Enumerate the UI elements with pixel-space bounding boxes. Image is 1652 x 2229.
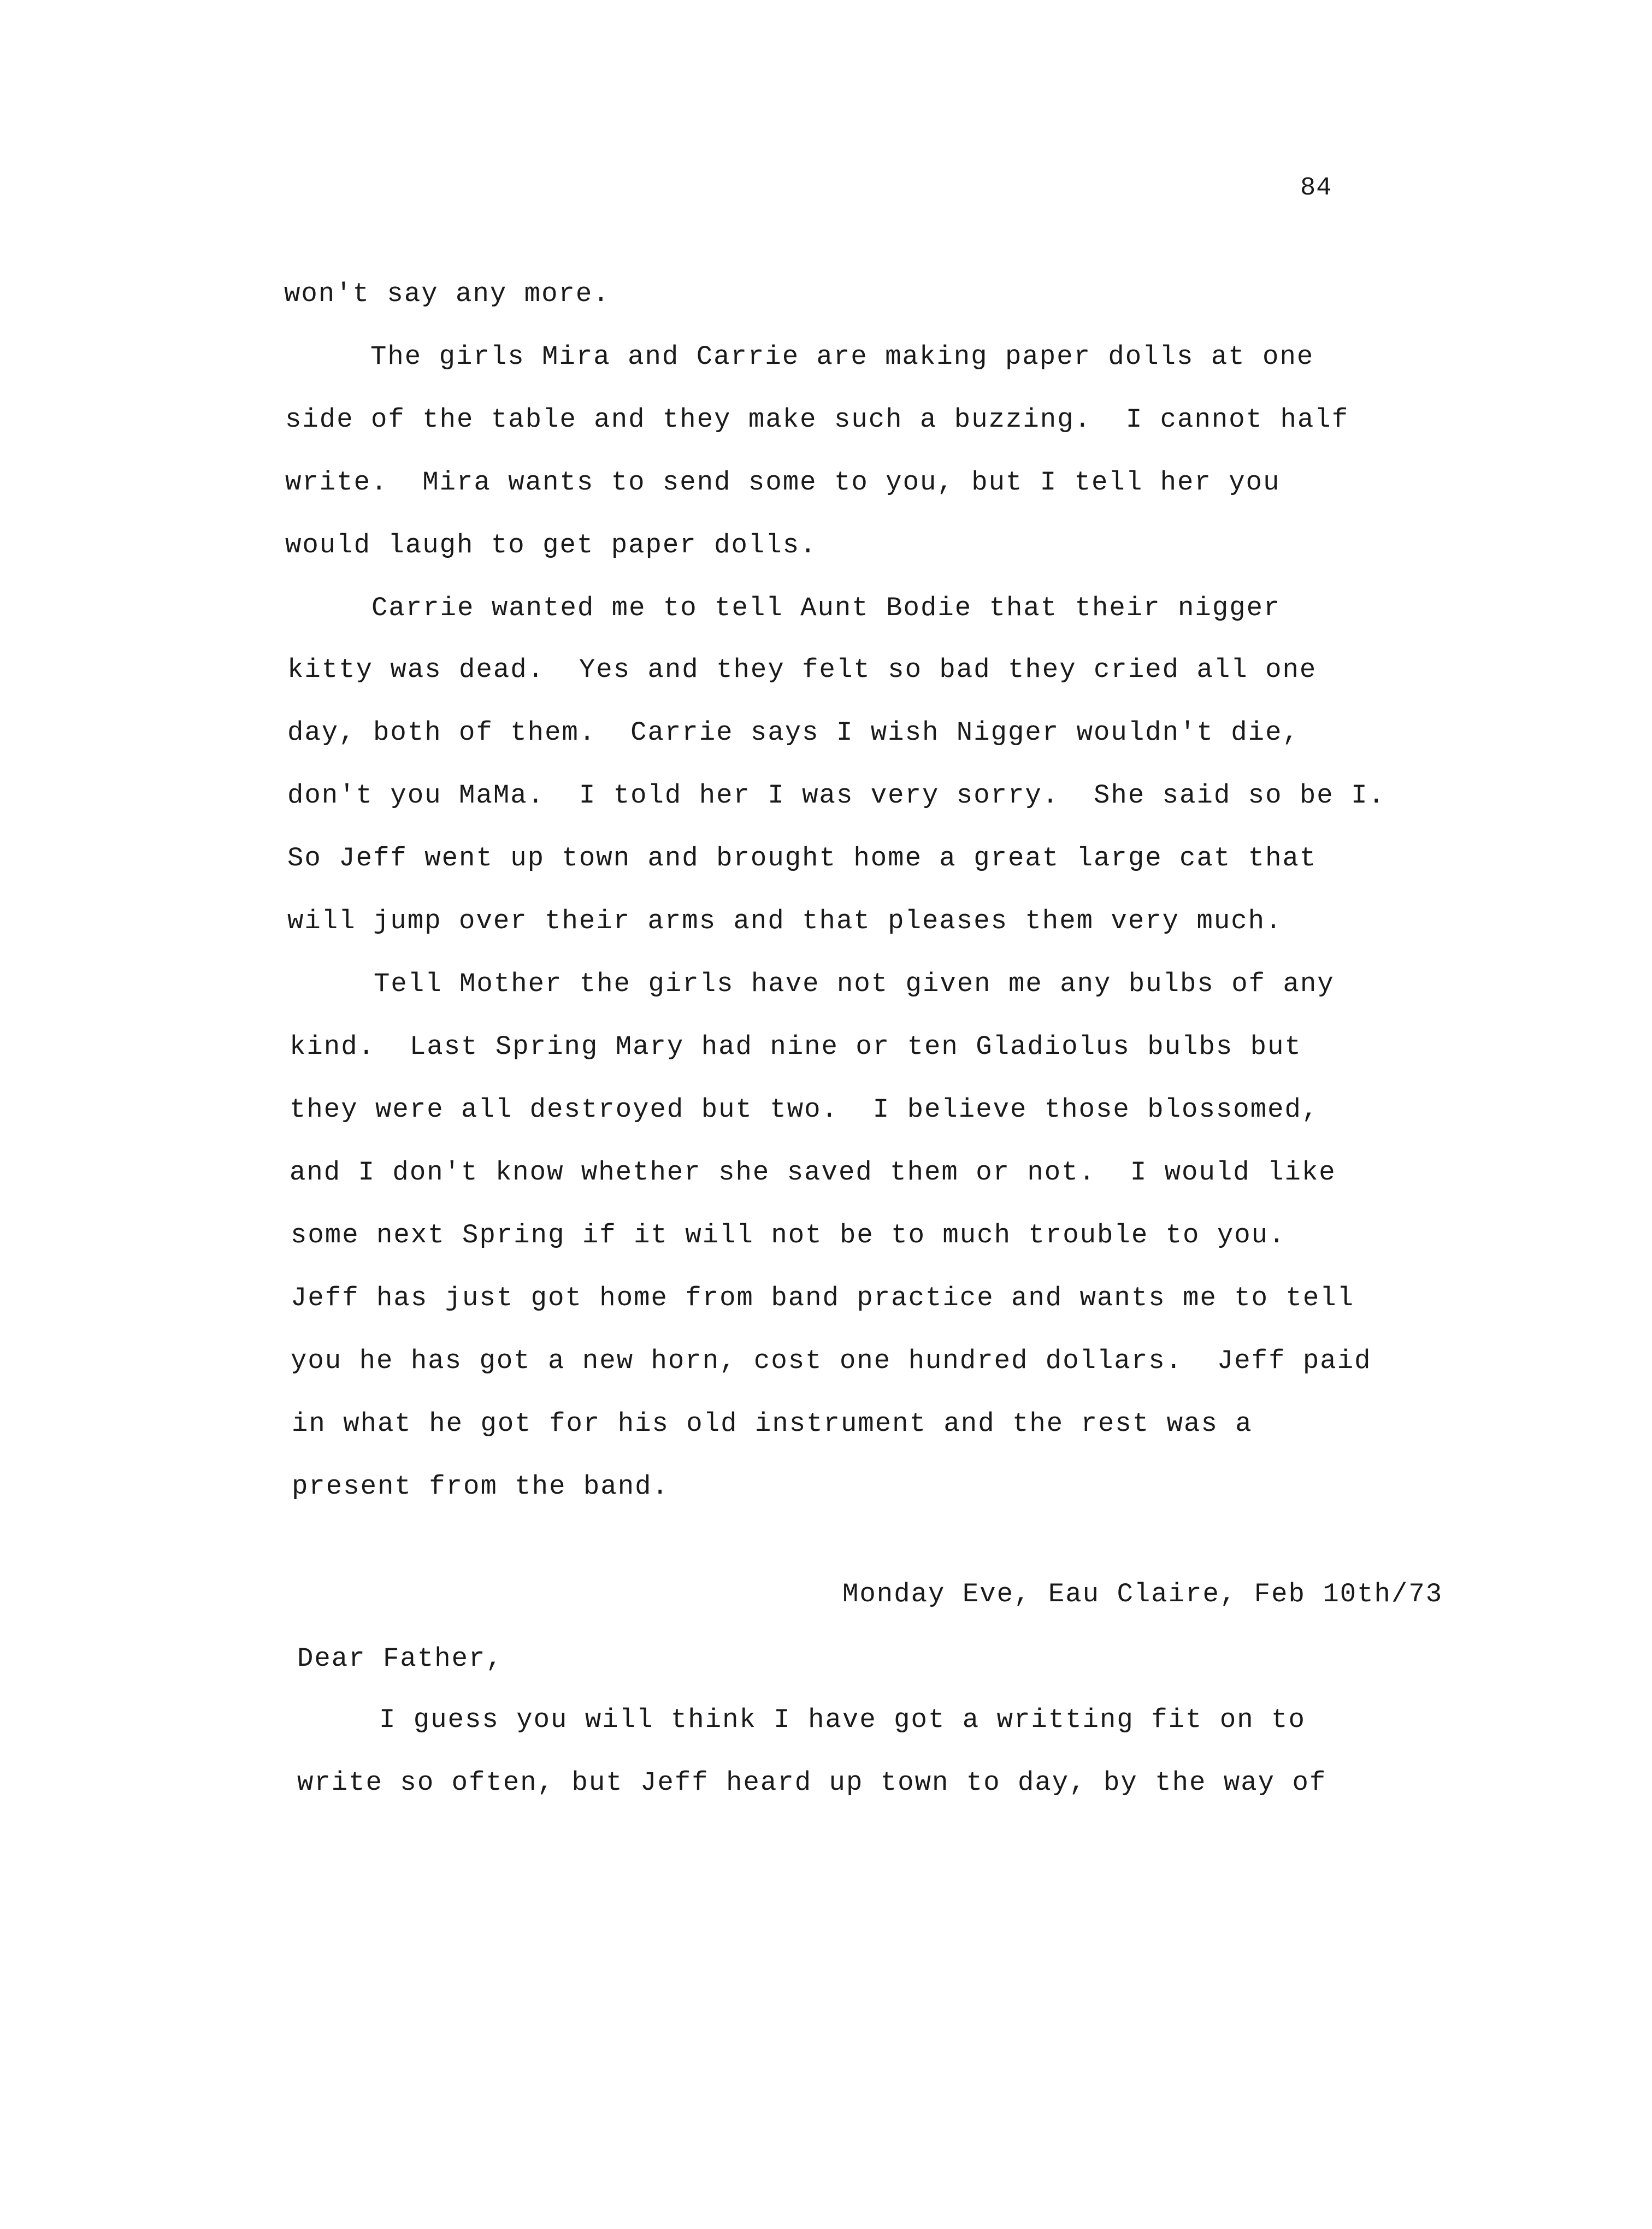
page-number: 84: [1300, 174, 1332, 203]
text-line: Tell Mother the girls have not given me any bulbs of any: [374, 969, 1335, 999]
text-line: I guess you will think I have got a writting fit on to: [379, 1705, 1306, 1735]
text-line: kind. Last Spring Mary had nine or ten Gladiolus bulbs but: [290, 1031, 1302, 1062]
text-line: present from the band.: [292, 1471, 669, 1502]
text-line: So Jeff went up town and brought home a great large cat that: [287, 843, 1317, 874]
text-line: and I don't know whether she saved them or not. I would like: [290, 1157, 1336, 1188]
text-line: some next Spring if it will not be to much trouble to you.: [291, 1220, 1286, 1251]
text-line: in what he got for his old instrument and the rest was a: [292, 1408, 1253, 1439]
text-line: The girls Mira and Carrie are making paper dolls at one: [370, 341, 1314, 372]
text-line: Jeff has just got home from band practice and wants me to tell: [291, 1283, 1355, 1313]
text-line: will jump over their arms and that pleases them very much.: [287, 906, 1283, 936]
text-line: you he has got a new horn, cost one hundred dollars. Jeff paid: [291, 1346, 1372, 1376]
text-line: don't you MaMa. I told her I was very sorry. She said so be I.: [287, 780, 1385, 811]
text-line: kitty was dead. Yes and they felt so bad they cried all one: [287, 654, 1317, 685]
text-line: they were all destroyed but two. I believe those blossomed,: [290, 1094, 1319, 1125]
text-line: would laugh to get paper dolls.: [285, 530, 817, 561]
letter-header: Monday Eve, Eau Claire, Feb 10th/73: [842, 1579, 1443, 1609]
salutation: Dear Father,: [297, 1643, 503, 1674]
text-line: won't say any more.: [284, 279, 610, 309]
text-line: write. Mira wants to send some to you, but I tell her you: [285, 467, 1281, 498]
text-line: day, both of them. Carrie says I wish Nigger wouldn't die,: [287, 717, 1300, 748]
text-line: side of the table and they make such a buzzing. I cannot half: [285, 404, 1349, 435]
text-line: write so often, but Jeff heard up town to day, by the way of: [297, 1767, 1327, 1798]
text-line: Carrie wanted me to tell Aunt Bodie that their nigger: [371, 593, 1281, 623]
